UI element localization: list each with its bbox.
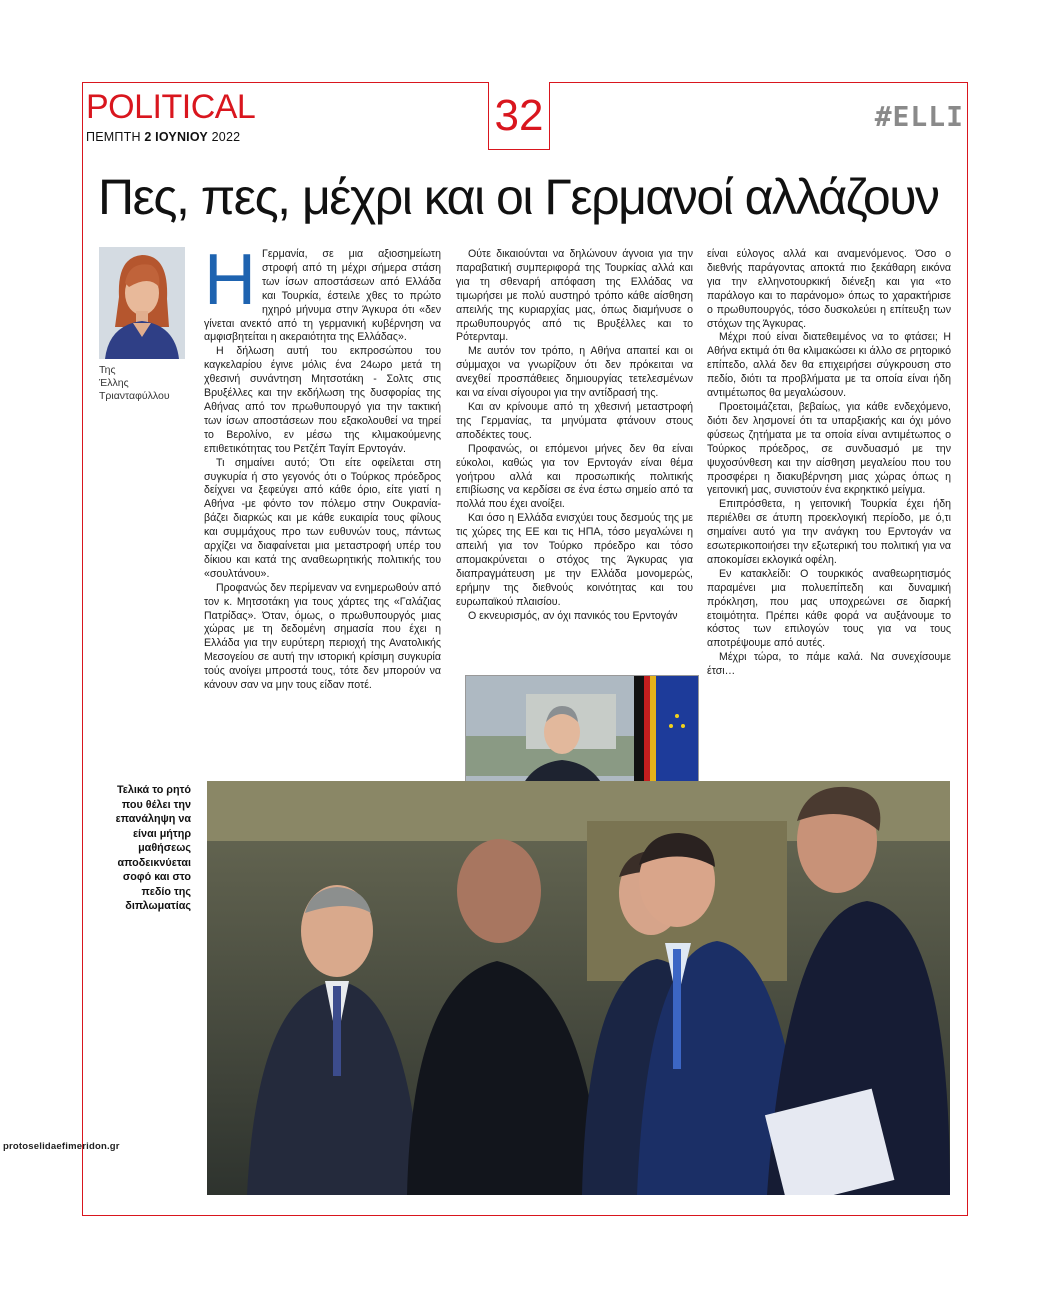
page-number: 32 [488,82,550,150]
source-watermark: protoselidaefimeridon.gr [3,1141,120,1152]
paragraph: Επιπρόσθετα, η γειτονική Τουρκία έχει ήδη περιέλθει σε άτυπη προεκλογική περίοδο, με ό,τι σημαίνει αυτό για την ανάγκη του Ερντογάν να εσωτερικοποιήσει την εξωτερική του πολιτική για να αποκομίσει εκλογικά οφέλη. [707,498,951,566]
paragraph: Και όσο η Ελλάδα ενισχύει τους δεσμούς της με τις χώρες της ΕΕ και τις ΗΠΑ, τόσο μεγαλώνει η απειλή για τον Τούρκο πρόεδρο και τόσο απομακρύνεται ο στόχος της Άγκυρας για διαπραγμάτευση με την Ελλάδα μονομερώς, ερήμην της διεθνούς κοινότητας και του ευρωπαϊκού πλαισίου. [456,512,693,608]
article-column-3 [707,248,951,679]
paragraph: Προετοιμάζεται, βεβαίως, για κάθε ενδεχόμενο, διότι δεν λησμονεί ότι τα υπαρξιακής και όχι μόνο φύσεως ζητήματα με τα οποία είναι αντιμέτωπος ο Τούρκος πρόεδρος, σε συνδυασμό με την ψυχοσύνθεση και την αίσθηση μεγαλείου που του προσφέρει η διακυβέρνηση μιας χώρας όπως η γειτονική μας, συνιστούν ένα εκρηκτικό μείγμα. [707,400,951,497]
paragraph: Η Γερμανία, σε μια αξιοσημείωτη στροφή από τη μέχρι σήμερα στάση των ίσων αποστάσεων από Ελλάδα και Τουρκία, έστειλε χθες το πρώτο ηχηρό μήνυμα στην Άγκυρα ότι «δεν γίνεται ανεκτό από τη γερμανική κυβέρνηση να αμφισβητείται η ακεραιότητα της Ελλάδας». [204,240,441,344]
paragraph: Ο εκνευρισμός, αν όχι πανικός του Ερντογάν [468,609,678,622]
paragraph: Εν κατακλείδι: Ο τουρκικός αναθεωρητισμός παραμένει μια πολυεπίπεδη και δυναμική πρόκληση, που μας υποχρεώνει σε διαρκή ετοιμότητα. Πρέπει κάθε φορά να αυξάνουμε το κόστος των επιλογών τους για να τους αποτρέψουμε από αυτές. [707,567,951,650]
main-photo-eu-leaders [207,781,950,1195]
paragraph: Με αυτόν τον τρόπο, η Αθήνα απαιτεί και οι σύμμαχοι να γνωρίζουν ότι δεν πρόκειται να ανεχθεί προσπάθειες δημιουργίας τετελεσμένων και να είναι σίγουροι για την αντίδρασή της. [456,345,693,400]
drop-cap: Η [204,240,256,320]
pull-quote: Τελικά το ρητό που θέλει την επανάληψη να είναι μήτηρ μαθήσεως αποδεικνύεται σοφό και στο πεδίο της διπλωματίας [115,784,191,912]
article-column-1 [204,240,441,693]
author-caption: Της Έλλης Τριανταφύλλου [99,364,170,402]
paragraph: Και αν κρίνουμε από τη χθεσινή μεταστροφή της Γερμανίας, τα μηνύματα φτάνουν στους αποδέκτες τους. [456,400,693,441]
issue-date: ΠΕΜΠΤΗ 2 ΙΟΥΝΙΟΥ 2022 [86,130,241,144]
headline: Πες, πες, μέχρι και οι Γερμανοί αλλάζουν [98,169,939,225]
paragraph: Τι σημαίνει αυτό; Ότι είτε οφείλεται στη συγκυρία ή στο γεγονός ότι ο Τούρκος πρόεδρος δείχνει να ξεφεύγει από κάθε όριο, είτε γιατί η Αθήνα -με φόντο τον πόλεμο στην Ουκρανία- βάζει διαρκώς και με κάθε ευκαιρία τους φίλους και συμμάχους προ των ευθυνών τους, πάντως αρχίζει να διαφαίνεται μια μεταστροφή υπέρ του δίκιου και κατά της αναθεωρητικής πολιτικής του «σουλτάνου». [204,456,441,580]
author-photo [99,247,185,359]
newspaper-tag: #ELLI [874,100,964,133]
section-title: POLITICAL [86,88,256,126]
paragraph: είναι εύλογος αλλά και αναμενόμενος. Όσο ο διεθνής παράγοντας αποκτά πιο ξεκάθαρη εικόνα για την ελληνοτουρκική διένεξη και για «το παράλογο και το παράνομο» όπως το χαρακτήρισε ο πρωθυπουργός, τόσο δυσκολεύει η επίτευξη των στόχων της Άγκυρας. [707,248,951,330]
paragraph: Η δήλωση αυτή του εκπροσώπου του καγκελαρίου έγινε μόλις ένα 24ωρο μετά τη χθεσινή συνάντηση Μητσοτάκη - Σολτς στις Βρυξέλλες και την εκδήλωση της δυσφορίας της Αθήνας από τον πρωθυπουργό για την τακτική των ίσων αποστάσεων που εξακολουθεί να τηρεί το Βερολίνο, εν μέσω της κλιμακούμενης επιθετικότητας του Ρετζέπ Ταγίπ Ερντογάν. [204,345,441,455]
article-column-2 [456,248,693,623]
paragraph: Προφανώς, οι επόμενοι μήνες δεν θα είναι εύκολοι, καθώς για τον Ερντογάν είναι θέμα γοήτρου αλλά και προσωπικής πολιτικής επιβίωσης να κερδίσει σε ένα έστω σημείο από τα πολλά που έχει ανοίξει. [456,442,693,511]
paragraph: Προφανώς δεν περίμεναν να ενημερωθούν από τον κ. Μητσοτάκη για τους χάρτες της «Γαλάζιας Πατρίδας». Όταν, όμως, ο πρωθυπουργός μιας χώρας με τη δεδομένη σημασία που έχει η Ελλάδα για την ευρύτερη περιοχή της Ανατολικής Μεσογείου σε αυτή την ιστορική κρίσιμη συγκυρία τούς ανοίγει μπροστά τους, τότε δεν μπορούν να κάνουν σαν να μην τους είδαν ποτέ. [204,581,441,692]
paragraph: Μέχρι τώρα, το πάμε καλά. Να συνεχίσουμε έτσι… [707,651,951,678]
paragraph: Ούτε δικαιούνται να δηλώνουν άγνοια για την παραβατική συμπεριφορά της Τουρκίας αλλά και για τη σθεναρή απόφαση της Ελλάδας να τιμωρήσει με πολύ αυστηρό τρόπο κάθε αίσθηση απειλής της κυριαρχίας μας, όπως διαμήνυσε ο πρωθυπουργός από τις Βρυξέλλες και το Ρότερνταμ. [456,248,693,344]
paragraph: Μέχρι πού είναι διατεθειμένος να το φτάσει; Η Αθήνα εκτιμά ότι θα κλιμακώσει κι άλλο σε ρητορικό επίπεδο, αλλά δεν θα επιχειρήσει σύγκρουση στο πεδίο, διότι τα προβλήματα με τα οποία είναι ήδη αντιμέτωπος θα μεγαλώσουν. [707,331,951,400]
